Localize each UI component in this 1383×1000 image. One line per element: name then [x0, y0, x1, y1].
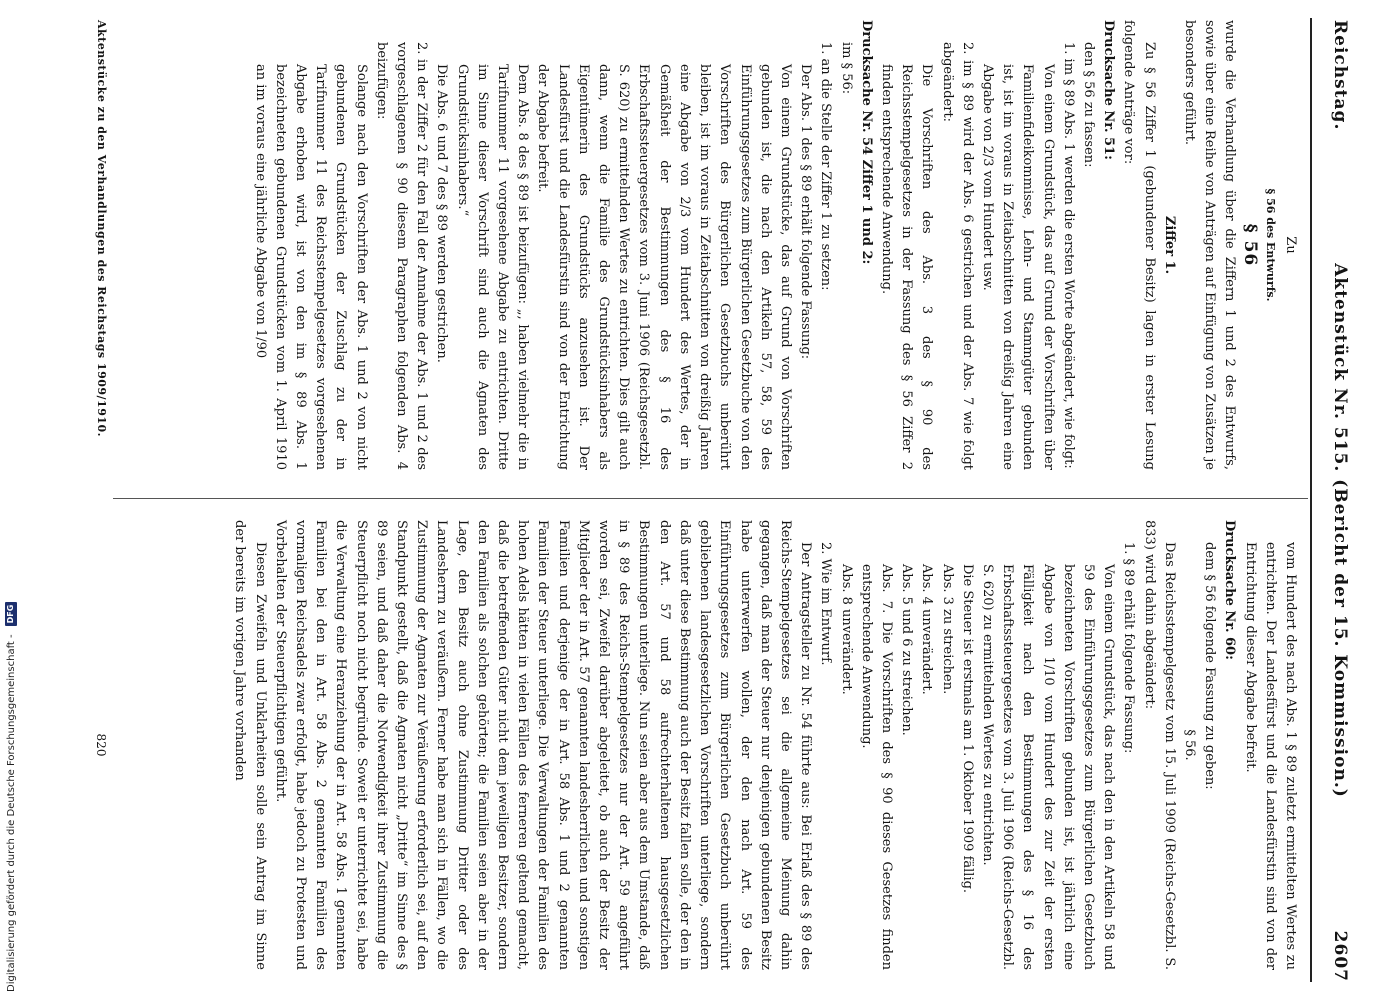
left-p5: Ziffer 1.	[1161, 215, 1177, 275]
right-p7: Von einem Grundstück, das nach den in den Artikeln 58 und 59 des Einführungsgesetzes zum Bürgerlichen Gesetzbuch bezeichneten Vorschriften gebunden ist, ist jährlich eine Abgabe von 1/10 vom Hundert des zur Zeit der ersten Fälligkeit nach den Bestimmungen des § 16 des Erbschaftssteuergesetzes vom 3. Juli 1906 (Reichs-Gesetzbl. S. 620) zu ermittelnden Wertes zu entrichten.	[979, 564, 1117, 970]
left-p3: § 56	[1239, 223, 1260, 267]
right-p8: Die Steuer ist erstmals am 1. Oktober 1909 fällig.	[959, 564, 975, 894]
left-p11: 2. im § 89 wird der Abs. 6 gestrichen und der Abs. 7 wie folgt abgeändert:	[939, 42, 975, 470]
left-p2: § 56 des Entwurfs.	[1263, 188, 1277, 302]
left-p16: Der Abs. 1 des § 89 erhält folgende Fassung:	[798, 64, 814, 360]
left-p10: Von einem Grundstück, das auf Grund der Vorschriften über Familienfideikommisse, Lehn- und Stammgüter gebunden ist, ist im voraus in Zeitabschnitten von dreißig Jahren eine Abgabe von 2/3 vom Hundert usw.	[979, 64, 1056, 470]
right-p5: Das Reichsstempelgesetz vom 15. Juli 1909 (Reichs-Gesetzbl. S. 833) wird dahin abgeändert:	[1141, 520, 1177, 970]
header-title-center: Aktenstück Nr. 515. (Bericht der 15. Kommission.)	[1330, 263, 1350, 798]
right-p4: § 56.	[1181, 729, 1197, 761]
right-p13: Abs. 8 unverändert.	[838, 564, 854, 695]
digitization-credit	[4, 0, 18, 1000]
left-p12: Die Vorschriften des Abs. 3 des § 90 des Reichsstempelgesetzes in der Fassung des § 56 Ziffer 2 finden entsprechende Anwendung.	[878, 64, 935, 470]
left-p21: Dem Abs. 8 des § 89 ist beizufügen: „, haben vielmehr die in Tarifnummer 11 vorgesehene Abgabe zu entrichten. Dritte im Sinne dieser Vorschrift sind auch die Agnaten des Grundstücksinhabers.“	[454, 64, 531, 470]
left-p7: Drucksache Nr. 51:	[1101, 20, 1117, 160]
header-title-left: Reichstag.	[1330, 20, 1350, 131]
left-p17: Von einem Grundstücke, das auf Grund von Vorschriften gebunden ist, die nach den Artikeln 57, 58, 59 des Einführungsgesetzes zum Bürgerlichen Gesetzbuche von den Vorschriften des Bürgerlichen Gesetzbuchs unberührt bleiben, ist im voraus in Zeitabschnitten von dreißig Jahren eine Abgabe von 2/3 vom Hundert des Wertes, der in Gemäßheit der Bestimmungen des § 16 des Erbschaftssteuergesetzes vom 3. Juni 1906 (Reichsgesetzbl. S. 620) zu ermittelnden Wertes zu entrichten. Dies gilt auch dann, wenn die Familie des Grundstücksinhabers als Eigentümerin des Grundstücks anzusehen ist. Der Landesfürst und die Landesfürstin sind von der Entrichtung der Abgabe befreit.	[535, 64, 793, 470]
right-column	[229, 520, 1300, 970]
left-p18: Die Abs. 6 und 7 des § 89 werden gestrichen.	[434, 64, 450, 363]
left-p8: den § 56 zu fassen:	[1080, 42, 1096, 168]
right-p1: vom Hundert des nach Abs. 1 § 89 zuletzt ermittelten Wertes zu entrichten. Der Landesfürst und die Landesfürstin sind von der Entrichtung dieser Abgabe befreit.	[1242, 542, 1298, 970]
document-page	[50, 0, 1370, 1000]
right-p10: Abs. 4 unverändert.	[919, 564, 935, 695]
left-p4: wurde die Verhandlung über die Ziffern 1 und 2 des Entwurfs, sowie über eine Reihe von Anträgen auf Einfügung von Zusätzen je besonders geführt.	[1181, 20, 1238, 470]
digitization-credit-text: Digitalisierung gefördert durch die Deutsche Forschungsgemeinschaft -	[5, 634, 17, 992]
right-p11: Abs. 5 und 6 zu streichen.	[899, 564, 915, 736]
left-p1: Zu	[1283, 236, 1298, 254]
right-p3: dem § 56 folgende Fassung zu geben:	[1202, 542, 1218, 790]
left-p20: Solange nach den Vorschriften der Abs. 1 und 2 von nicht gebundenen Grundstücken der Zuschlag zu der in Tarifnummer 11 des Reichsstempelgesetzes vorgesehenen Abgabe erhoben wird, ist von den im § 89 Abs. 1 bezeichneten gebundenen Grundstücken vom 1. April 1910 an im voraus eine jährliche Abgabe von 1/90	[252, 64, 369, 470]
right-p12: Abs. 7. Die Vorschriften des § 90 dieses Gesetzes finden entsprechende Anwendung.	[858, 564, 894, 970]
dfg-logo-icon: DFG	[5, 602, 17, 627]
left-p15: 1. an die Stelle der Ziffer 1 zu setzen:	[818, 42, 834, 291]
left-p19: 2. in der Ziffer 2 für den Fall der Annahme der Abs. 1 und 2 des vorgeschlagenen § 90 diesem Paragraphen folgenden Abs. 4 beizufügen:	[373, 42, 430, 470]
right-p6: 1. § 89 erhält folgende Fassung:	[1121, 542, 1137, 754]
left-p9: 1. im § 89 Abs. 1 werden die ersten Worte abgeändert, wie folgt:	[1060, 42, 1076, 469]
left-p13: Drucksache Nr. 54 Ziffer 1 und 2:	[858, 20, 874, 265]
right-p15: Der Antragsteller zu Nr. 54 führte aus: Bei Erlaß des § 89 des Reichs-Stempelgesetzes sei die allgemeine Meinung dahin gegangen, daß man der Steuer nur denjenigen gebundenen Besitz habe unterwerfen wollen, der den nach Art. 59 des Einführungsgesetzes zum Bürgerlichen Gesetzbuch unberührt gebliebenen landesgesetzlichen Vorschriften unterliege, sondern daß unter diese Bestimmung auch der Besitz fallen solle, der den in den Art. 57 und 58 aufrechterhaltenen hausgesetzlichen Bestimmungen unterliege. Nun seien aber aus dem Umstande, daß in § 89 des Reichs-Stempelgesetzes nur der Art. 59 angeführt worden sei, Zweifel darüber abgeleitet, ob auch der Besitz der Mitglieder der in Art. 57 genannten landesherrlichen und sonstigen Familien und derjenige der in Art. 58 Abs. 1 und 2 genannten Familien der Steuer unterliege. Die Verwaltungen der Familien des hohen Adels hätten in vielen Fällen des ferneren geltend gemacht, daß die betreffenden Güter nicht dem jeweiligen Besitzer, sondern den Familien als solchen gehörten; die Familien seien aber in der Lage, den Besitz auch ohne Zustimmung Dritter oder des Landesherrn zu veräußern. Ferner habe man sich in Fällen, wo die Zustimmung der Agnaten zur Veräußerung erforderlich sei, auf den Standpunkt gestellt, daß die Agnaten nicht „Dritte“ im Sinne des § 89 seien, und daß daher die Notwendigkeit ihrer Zustimmung die Steuerpflicht noch nicht begründe. Soweit er unterrichtet sei, habe die Verwaltung eine Heranziehung der in Art. 58 Abs. 1 genannten Familien bei den in Art. 58 Abs. 2 genannten Familien des vormaligen Reichsadels zwar erfolgt, habe jedoch zu Protesten und Vorbehalten der Steuerpflichtigen geführt.	[272, 520, 814, 970]
right-p14: 2. Wie im Entwurf.	[818, 542, 834, 666]
right-p2: Drucksache Nr. 60:	[1222, 520, 1238, 660]
header-rule	[1310, 18, 1312, 982]
footer-page-number: 820	[94, 733, 108, 757]
right-p9: Abs. 3 zu streichen.	[939, 564, 955, 695]
left-column	[249, 20, 1300, 470]
left-p6: Zu § 56 Ziffer 1 (gebundener Besitz) lagen in erster Lesung folgende Anträge vor:	[1121, 20, 1157, 470]
column-separator	[113, 498, 1308, 499]
right-p16: Diesen Zweifeln und Unklarheiten solle sein Antrag im Sinne der bereits im vorigen Jahre vorhanden	[232, 520, 268, 970]
header-page-number: 2607	[1330, 930, 1350, 982]
page-footer: Aktenstücke zu den Verhandlungen des Reichstags 1909/1910.	[95, 20, 108, 437]
page-header	[1320, 20, 1350, 982]
left-p14: im § 56:	[838, 42, 854, 95]
